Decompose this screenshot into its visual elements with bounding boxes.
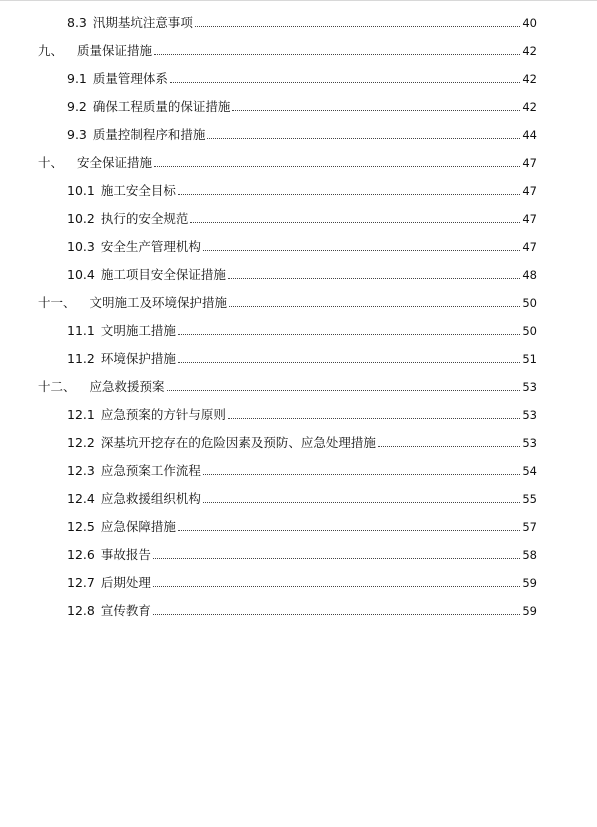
toc-page-number: 42: [522, 72, 537, 86]
toc-entry-number: 9.2: [67, 99, 87, 114]
toc-dot-leader: [153, 585, 521, 587]
toc-entry-title: 质量管理体系: [92, 71, 168, 86]
toc-dot-leader: [229, 305, 520, 307]
toc-page-number: 59: [522, 604, 537, 618]
toc-entry-title: 执行的安全规范: [100, 211, 189, 226]
toc-section-entry[interactable]: [0, 562, 597, 590]
toc-page-number: 42: [522, 44, 537, 58]
toc-section-entry[interactable]: [0, 86, 597, 114]
toc-section-entry[interactable]: [0, 170, 597, 198]
toc-section-entry[interactable]: [0, 590, 597, 618]
toc-dot-leader: [228, 417, 521, 419]
toc-entry-number: 九、: [38, 43, 64, 58]
toc-entry-title: 文明施工措施: [100, 323, 176, 338]
toc-page-number: 44: [522, 128, 537, 142]
toc-dot-leader: [190, 221, 520, 223]
toc-entry-number: 12.5: [67, 519, 95, 534]
toc-entry-title: 深基坑开挖存在的危险因素及预防、应急处理措施: [100, 435, 376, 450]
toc-page-number: 40: [522, 16, 537, 30]
toc-page-number: 53: [522, 380, 537, 394]
toc-entry-number: 8.3: [67, 15, 87, 30]
toc-entry-title: 汛期基坑注意事项: [92, 15, 193, 30]
toc-chapter-entry[interactable]: [0, 282, 597, 310]
toc-entry-title: 宣传教育: [100, 603, 151, 618]
table-of-contents: [0, 2, 597, 618]
page-top-border: [0, 0, 597, 1]
toc-entry-title: 环境保护措施: [100, 351, 176, 366]
toc-section-entry[interactable]: [0, 198, 597, 226]
toc-dot-leader: [228, 277, 521, 279]
toc-dot-leader: [178, 193, 521, 195]
toc-chapter-entry[interactable]: [0, 30, 597, 58]
toc-section-entry[interactable]: [0, 450, 597, 478]
toc-dot-leader: [178, 361, 521, 363]
toc-entry-number: 十二、: [38, 379, 76, 394]
toc-dot-leader: [170, 81, 520, 83]
toc-entry-number: 十、: [38, 155, 64, 170]
toc-entry-title: 质量保证措施: [77, 43, 153, 58]
toc-section-entry[interactable]: [0, 226, 597, 254]
toc-section-entry[interactable]: [0, 394, 597, 422]
toc-entry-title: 安全生产管理机构: [100, 239, 201, 254]
toc-page-number: 42: [522, 100, 537, 114]
toc-page-number: 47: [522, 212, 537, 226]
toc-entry-title: 安全保证措施: [77, 155, 153, 170]
toc-entry-number: 12.4: [67, 491, 95, 506]
toc-entry-number: 9.1: [67, 71, 87, 86]
toc-dot-leader: [207, 137, 520, 139]
toc-dot-leader: [154, 165, 520, 167]
toc-page-number: 51: [522, 352, 537, 366]
toc-dot-leader: [178, 333, 521, 335]
toc-page-number: 50: [522, 296, 537, 310]
toc-page-number: 48: [522, 268, 537, 282]
toc-dot-leader: [203, 473, 521, 475]
toc-section-entry[interactable]: [0, 2, 597, 30]
toc-page-number: 47: [522, 156, 537, 170]
toc-page-number: 50: [522, 324, 537, 338]
toc-page-number: 58: [522, 548, 537, 562]
toc-dot-leader: [154, 53, 520, 55]
toc-page-number: 53: [522, 408, 537, 422]
toc-page-number: 59: [522, 576, 537, 590]
toc-entry-title: 事故报告: [100, 547, 151, 562]
toc-entry-number: 11.1: [67, 323, 95, 338]
toc-section-entry[interactable]: [0, 506, 597, 534]
toc-dot-leader: [167, 389, 521, 391]
toc-dot-leader: [153, 613, 521, 615]
toc-entry-title: 应急救援组织机构: [100, 491, 201, 506]
toc-entry-title: 施工安全目标: [100, 183, 176, 198]
toc-page-number: 47: [522, 240, 537, 254]
toc-dot-leader: [378, 445, 521, 447]
toc-entry-number: 10.2: [67, 211, 95, 226]
toc-page-number: 57: [522, 520, 537, 534]
toc-entry-title: 应急预案的方针与原则: [100, 407, 226, 422]
toc-entry-number: 12.6: [67, 547, 95, 562]
toc-entry-number: 12.1: [67, 407, 95, 422]
toc-dot-leader: [178, 529, 521, 531]
toc-section-entry[interactable]: [0, 478, 597, 506]
toc-dot-leader: [195, 25, 520, 27]
toc-section-entry[interactable]: [0, 338, 597, 366]
toc-entry-title: 施工项目安全保证措施: [100, 267, 226, 282]
toc-section-entry[interactable]: [0, 422, 597, 450]
toc-entry-title: 应急保障措施: [100, 519, 176, 534]
toc-dot-leader: [153, 557, 521, 559]
toc-entry-number: 10.1: [67, 183, 95, 198]
toc-entry-number: 10.4: [67, 267, 95, 282]
toc-section-entry[interactable]: [0, 534, 597, 562]
toc-entry-title: 确保工程质量的保证措施: [92, 99, 231, 114]
toc-entry-number: 12.2: [67, 435, 95, 450]
toc-entry-title: 文明施工及环境保护措施: [89, 295, 228, 310]
toc-page-number: 55: [522, 492, 537, 506]
toc-entry-number: 11.2: [67, 351, 95, 366]
toc-chapter-entry[interactable]: [0, 366, 597, 394]
toc-dot-leader: [203, 501, 521, 503]
toc-entry-number: 10.3: [67, 239, 95, 254]
toc-page-number: 47: [522, 184, 537, 198]
toc-entry-title: 后期处理: [100, 575, 151, 590]
toc-entry-number: 12.7: [67, 575, 95, 590]
toc-entry-number: 十一、: [38, 295, 76, 310]
toc-dot-leader: [203, 249, 521, 251]
toc-dot-leader: [232, 109, 520, 111]
toc-entry-number: 9.3: [67, 127, 87, 142]
toc-entry-number: 12.3: [67, 463, 95, 478]
toc-entry-title: 质量控制程序和措施: [92, 127, 206, 142]
toc-section-entry[interactable]: [0, 310, 597, 338]
toc-entry-title: 应急救援预案: [89, 379, 165, 394]
toc-entry-number: 12.8: [67, 603, 95, 618]
toc-chapter-entry[interactable]: [0, 142, 597, 170]
toc-page-number: 54: [522, 464, 537, 478]
toc-section-entry[interactable]: [0, 114, 597, 142]
toc-entry-title: 应急预案工作流程: [100, 463, 201, 478]
toc-section-entry[interactable]: [0, 58, 597, 86]
toc-page-number: 53: [522, 436, 537, 450]
toc-section-entry[interactable]: [0, 254, 597, 282]
